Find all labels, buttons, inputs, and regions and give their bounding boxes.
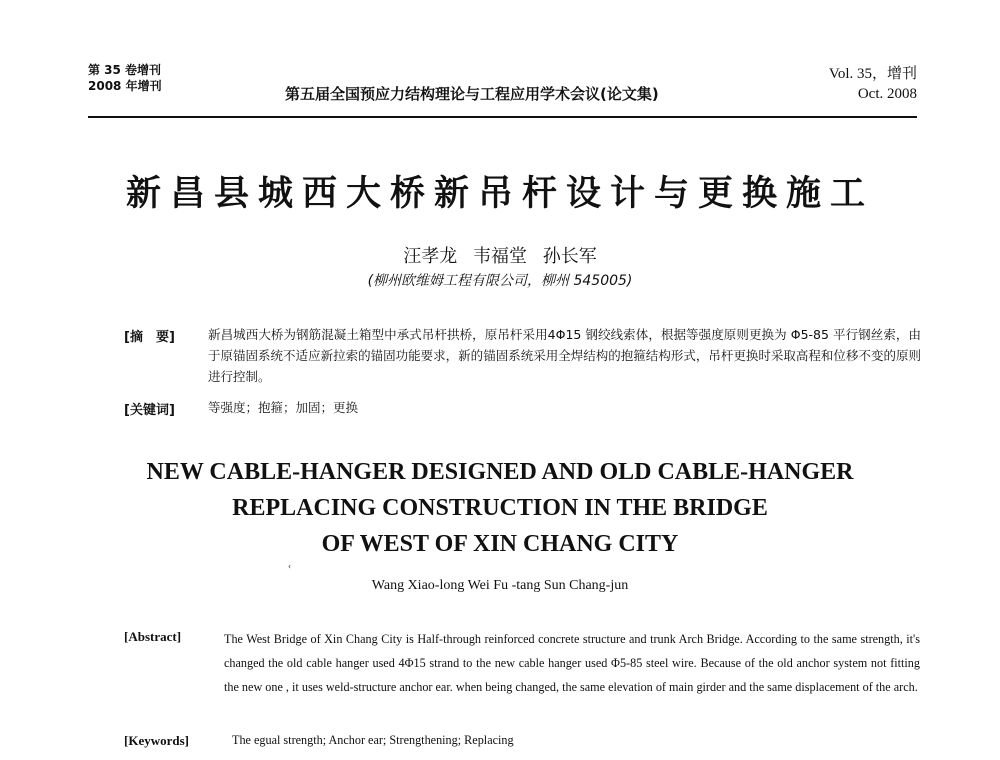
conference-title: 第五届全国预应力结构理论与工程应用学术会议(论文集) bbox=[285, 85, 659, 103]
title-line: NEW CABLE-HANGER DESIGNED AND OLD CABLE-HANGER bbox=[146, 459, 854, 485]
authors-en: Wang Xiao-long Wei Fu -tang Sun Chang-jun bbox=[371, 578, 629, 593]
affiliation-cn: (柳州欧维姆工程有限公司，柳州 545005) bbox=[367, 273, 633, 289]
keywords-text-en: The egual strength; Anchor ear; Strengthening; Replacing bbox=[232, 733, 514, 747]
paper-title-cn: 新昌县城西大桥新吊杆设计与更换施工 bbox=[125, 173, 874, 214]
journal-volume-info bbox=[88, 62, 228, 94]
abstract-label-en: [Abstract] bbox=[124, 629, 182, 644]
volume-line-en: Vol. 35，增刊 bbox=[828, 66, 917, 82]
header-rule bbox=[88, 116, 917, 118]
journal-volume-info-en bbox=[760, 64, 917, 104]
keywords-label-en: [Keywords] bbox=[124, 733, 189, 748]
abstract-text-cn: 新昌城西大桥为钢筋混凝土箱型中承式吊杆拱桥，原吊杆采用4Φ15 钢绞线索体，根据等强度原则更换为 Φ5-85 平行钢丝索，由于原锚固系统不适应新拉索的锚固功能要求，新的锚固系统采用全焊结构的抱箍结构形式，吊杆更换时采取高程和位移不变的原则进行控制。 bbox=[208, 327, 921, 384]
stray-mark: ‹ bbox=[288, 562, 292, 571]
year-line: 2008 年增刊 bbox=[88, 79, 162, 93]
abstract-text-en: The West Bridge of Xin Chang City is Half-through reinforced concrete structure and trunk Arch Bridge. According to the same strength, it's changed the old cable hanger used 4Φ15 strand to the new cable hanger used Φ5-85 steel wire. Because of the old anchor system not fitting the new one , it uses weld-structure anchor ear. when being changed, the same elevation of main girder and the same displacement of the arch. bbox=[224, 632, 920, 694]
abstract-label-cn: [摘 要] bbox=[124, 330, 175, 345]
title-line: OF WEST OF XIN CHANG CITY bbox=[321, 531, 679, 557]
keywords-text-cn: 等强度；抱箍；加固；更换 bbox=[208, 400, 359, 415]
volume-line: 第 35 卷增刊 bbox=[88, 63, 162, 77]
date-line-en: Oct. 2008 bbox=[857, 86, 917, 102]
title-line: REPLACING CONSTRUCTION IN THE BRIDGE bbox=[232, 495, 768, 521]
paper-title-en bbox=[0, 454, 1000, 562]
authors-cn: 汪孝龙 韦福堂 孙长军 bbox=[403, 246, 597, 267]
keywords-label-cn: [关键词] bbox=[124, 403, 175, 418]
